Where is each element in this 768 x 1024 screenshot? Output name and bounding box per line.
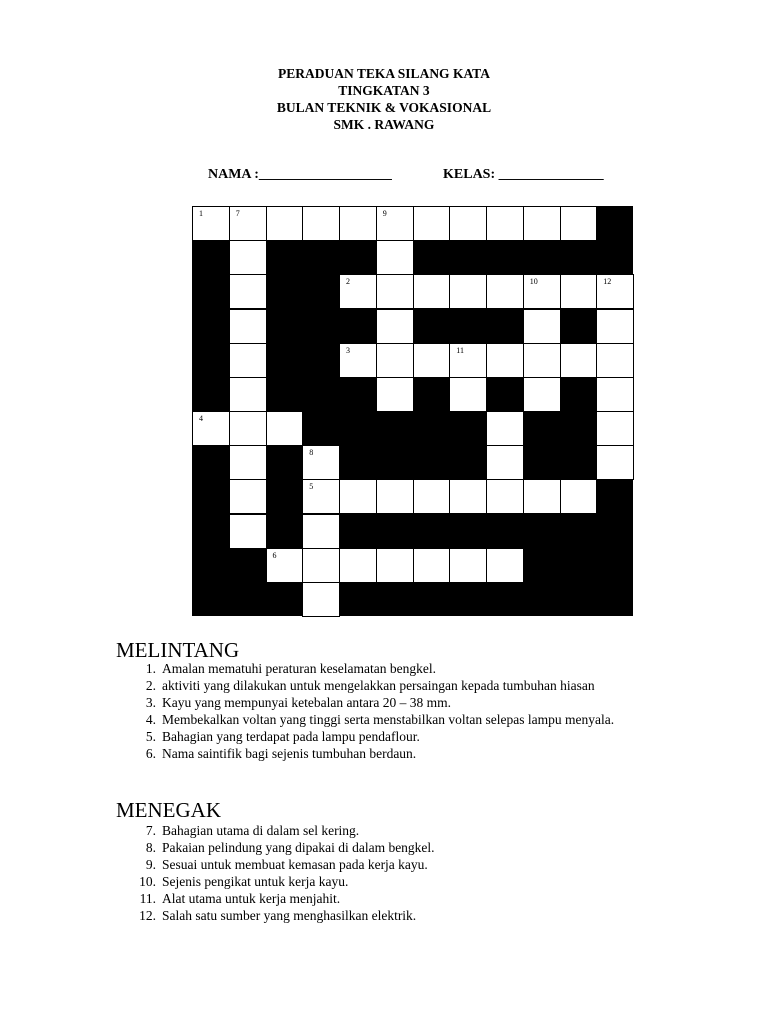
header-school: SMK . RAWANG	[333, 117, 435, 132]
crossword-grid	[192, 206, 633, 616]
across-clue	[116, 728, 672, 745]
crossword-cell[interactable]	[523, 343, 561, 378]
crossword-cell[interactable]	[229, 343, 267, 378]
clue-text: Pakaian pelindung yang dipakai di dalam bengkel.	[162, 840, 435, 855]
crossword-cell[interactable]	[229, 411, 267, 446]
crossword-cell[interactable]	[596, 309, 634, 344]
crossword-cell[interactable]	[486, 479, 524, 514]
clue-number: 4.	[145, 712, 156, 727]
crossword-cell[interactable]	[376, 240, 414, 275]
clue-text: Bahagian yang terdapat pada lampu pendaflour.	[162, 729, 420, 744]
crossword-cell[interactable]	[266, 548, 304, 583]
header-level: TINGKATAN 3	[338, 83, 430, 98]
clue-number: 10.	[139, 874, 156, 889]
crossword-cell[interactable]	[229, 309, 267, 344]
cell-number: 9	[382, 209, 387, 218]
cell-number: 3	[346, 345, 350, 355]
crossword-cell[interactable]	[302, 206, 340, 241]
crossword-cell[interactable]	[486, 343, 524, 378]
crossword-cell[interactable]	[229, 377, 267, 412]
down-clue	[116, 873, 672, 890]
crossword-cell[interactable]	[302, 514, 340, 549]
clue-text: Amalan mematuhi peraturan keselamatan bengkel.	[162, 661, 437, 676]
clue-number: 1.	[145, 661, 156, 676]
crossword-cell[interactable]	[229, 206, 267, 241]
crossword-cell[interactable]	[302, 445, 340, 480]
crossword-cell[interactable]	[229, 445, 267, 480]
crossword-cell[interactable]	[486, 445, 524, 480]
crossword-cell[interactable]	[192, 206, 230, 241]
worksheet-header	[0, 65, 768, 133]
clue-text: Nama saintifik bagi sejenis tumbuhan berdaun.	[162, 746, 417, 761]
clue-text: Alat utama untuk kerja menjahit.	[162, 891, 341, 906]
crossword-cell[interactable]	[339, 206, 377, 241]
crossword-cell[interactable]	[596, 445, 634, 480]
crossword-cell[interactable]	[266, 411, 304, 446]
crossword-cell[interactable]	[449, 479, 487, 514]
crossword-cell[interactable]	[413, 479, 451, 514]
crossword-cell[interactable]	[449, 377, 487, 412]
cell-number: 12	[603, 277, 612, 287]
crossword-cell[interactable]	[266, 206, 304, 241]
class-field: KELAS: _______________	[443, 167, 604, 182]
clue-number: 8.	[145, 840, 156, 855]
cell-number: 10	[529, 277, 538, 287]
crossword-cell[interactable]	[229, 514, 267, 549]
crossword-cell[interactable]	[523, 206, 561, 241]
crossword-cell[interactable]	[486, 411, 524, 446]
down-heading: MENEGAK	[116, 798, 221, 822]
cell-number: 2	[346, 277, 350, 287]
across-clue	[116, 660, 672, 677]
crossword-cell[interactable]	[413, 343, 451, 378]
crossword-cell[interactable]	[596, 274, 634, 309]
down-clue	[116, 890, 672, 907]
across-clue	[116, 711, 672, 728]
clue-number: 9.	[145, 857, 156, 872]
crossword-cell[interactable]	[376, 309, 414, 344]
across-clue-list	[116, 660, 672, 762]
clue-number: 12.	[139, 908, 156, 923]
across-clue	[116, 694, 672, 711]
across-clue	[116, 745, 672, 762]
clue-number: 11.	[139, 891, 156, 906]
crossword-cell[interactable]	[229, 479, 267, 514]
crossword-cell[interactable]	[596, 377, 634, 412]
crossword-cell[interactable]	[449, 274, 487, 309]
crossword-cell[interactable]	[523, 309, 561, 344]
crossword-cell[interactable]	[560, 343, 598, 378]
clue-number: 3.	[145, 695, 156, 710]
crossword-cell[interactable]	[449, 206, 487, 241]
across-heading: MELINTANG	[116, 638, 240, 662]
crossword-cell[interactable]	[339, 343, 377, 378]
crossword-cell[interactable]	[486, 206, 524, 241]
name-field: NAMA :___________________	[208, 167, 392, 182]
crossword-cell[interactable]	[486, 548, 524, 583]
crossword-cell[interactable]	[339, 548, 377, 583]
cell-number: 7	[235, 209, 240, 218]
crossword-cell[interactable]	[302, 582, 340, 617]
clue-text: Membekalkan voltan yang tinggi serta menstabilkan voltan selepas lampu menyala.	[162, 712, 615, 727]
down-clue	[116, 856, 672, 873]
clue-number: 7.	[145, 823, 156, 838]
header-event: BULAN TEKNIK & VOKASIONAL	[276, 100, 492, 115]
clue-text: Sesuai untuk membuat kemasan pada kerja kayu.	[162, 857, 428, 872]
down-clue	[116, 907, 672, 924]
clue-text: Sejenis pengikat untuk kerja kayu.	[162, 874, 349, 889]
crossword-cell[interactable]	[302, 548, 340, 583]
clue-text: Salah satu sumber yang menghasilkan elektrik.	[162, 908, 417, 923]
across-clue	[116, 677, 672, 694]
cell-number: 4	[199, 414, 203, 423]
crossword-cell[interactable]	[596, 411, 634, 446]
down-clue	[116, 822, 672, 839]
down-clue-list	[116, 822, 672, 924]
crossword-cell[interactable]	[523, 274, 561, 309]
crossword-cell[interactable]	[192, 411, 230, 446]
crossword-cell[interactable]	[523, 377, 561, 412]
clue-text: Kayu yang mempunyai ketebalan antara 20 – 38 mm.	[162, 695, 452, 710]
crossword-cell[interactable]	[413, 548, 451, 583]
crossword-cell[interactable]	[523, 479, 561, 514]
crossword-cell[interactable]	[302, 479, 340, 514]
crossword-cell[interactable]	[413, 206, 451, 241]
crossword-cell[interactable]	[229, 240, 267, 275]
clue-text: aktiviti yang dilakukan untuk mengelakkan persaingan kepada tumbuhan hiasan	[162, 678, 595, 693]
clue-text: Bahagian utama di dalam sel kering.	[162, 823, 360, 838]
crossword-cell[interactable]	[376, 274, 414, 309]
crossword-cell[interactable]	[486, 274, 524, 309]
crossword-cell[interactable]	[376, 206, 414, 241]
crossword-cell[interactable]	[413, 274, 451, 309]
clue-number: 5.	[145, 729, 156, 744]
header-title: PERADUAN TEKA SILANG KATA	[278, 66, 490, 81]
crossword-cell[interactable]	[376, 377, 414, 412]
cell-number: 6	[272, 550, 277, 560]
down-clue	[116, 839, 672, 856]
crossword-cell[interactable]	[229, 274, 267, 309]
clue-number: 2.	[145, 678, 156, 693]
cell-number: 8	[309, 448, 314, 458]
crossword-cell[interactable]	[560, 206, 598, 241]
crossword-cell[interactable]	[449, 548, 487, 583]
crossword-cell[interactable]	[376, 548, 414, 583]
crossword-cell[interactable]	[560, 479, 598, 514]
cell-number: 1	[199, 209, 203, 218]
cell-number: 11	[456, 345, 464, 355]
cell-number: 5	[309, 482, 314, 492]
crossword-cell[interactable]	[560, 274, 598, 309]
crossword-cell[interactable]	[449, 343, 487, 378]
crossword-cell[interactable]	[376, 343, 414, 378]
crossword-cell[interactable]	[596, 343, 634, 378]
crossword-cell[interactable]	[339, 479, 377, 514]
crossword-cell[interactable]	[339, 274, 377, 309]
clue-number: 6.	[145, 746, 156, 761]
crossword-cell[interactable]	[376, 479, 414, 514]
